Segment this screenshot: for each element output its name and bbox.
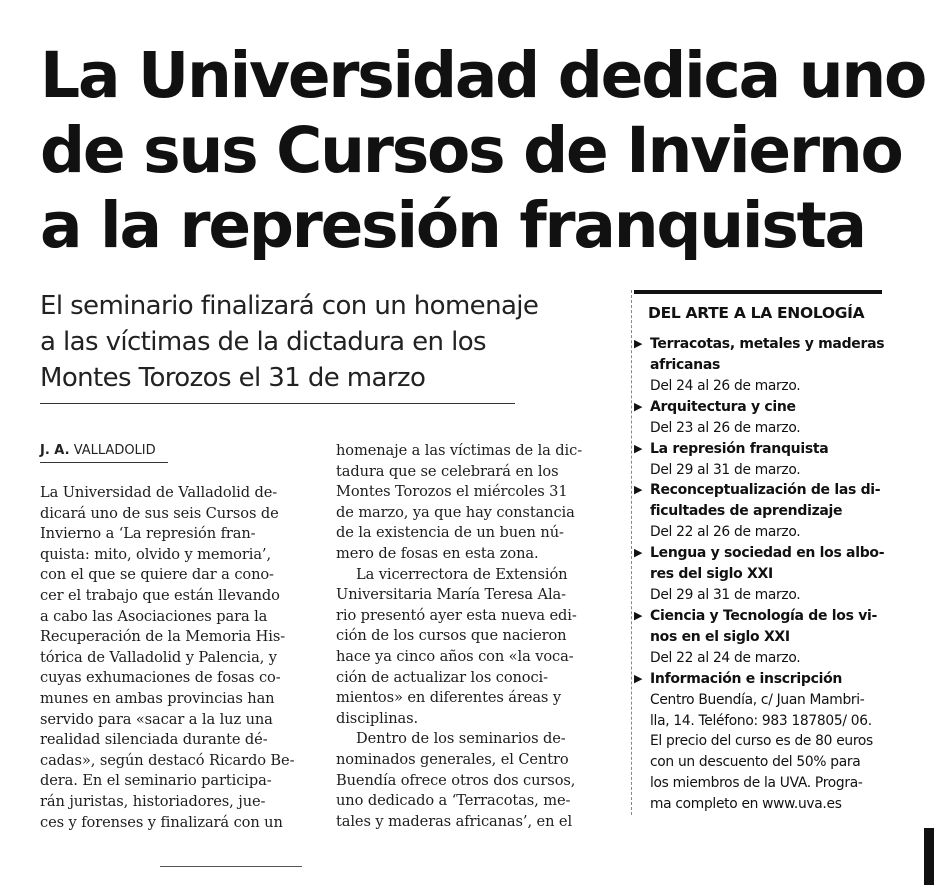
text-line: rán juristas, historiadores, jue- [40, 792, 266, 810]
sidebar-item-name: Ciencia y Tecnología de los vi- [650, 607, 878, 624]
text-line: con el que se quiere dar a cono- [40, 566, 274, 584]
sidebar-item [634, 334, 900, 397]
text-line: Universitaria María Teresa Ala- [336, 586, 566, 604]
sidebar-item [634, 480, 900, 543]
text-line: munes en ambas provincias han [40, 689, 275, 707]
sidebar-item-detail: los miembros de la UVA. Progra- [650, 774, 863, 791]
subheadline-line: a las víctimas de la dictadura en los [40, 327, 486, 357]
sidebar-item-name: Arquitectura y cine [650, 398, 796, 415]
text-line: nominados generales, el Centro [336, 750, 569, 768]
text-line: mientos» en diferentes áreas y [336, 689, 561, 707]
text-line: mero de fosas en esta zona. [336, 544, 539, 562]
triangle-right-icon: ▶ [634, 608, 643, 622]
sidebar-item-name: nos en el siglo XXI [650, 628, 790, 645]
sidebar-item-detail: Del 29 al 31 de marzo. [650, 461, 801, 478]
sidebar-item-detail: Del 29 al 31 de marzo. [650, 587, 801, 604]
sidebar-item-detail: Del 22 al 26 de marzo. [650, 524, 801, 541]
article-column-1 [40, 483, 310, 833]
text-line: Recuperación de la Memoria His- [40, 628, 286, 646]
text-line: ción de actualizar los conoci- [336, 668, 548, 686]
subheadline-rule [40, 403, 515, 404]
sidebar-item-detail: ma completo en www.uva.es [650, 795, 842, 812]
sidebar-item [634, 606, 900, 669]
byline-place: VALLADOLID [73, 443, 156, 458]
text-line: dicará uno de sus seis Cursos de [40, 504, 279, 522]
text-line: de marzo, ya que hay constancia [336, 503, 575, 521]
sidebar-item [634, 543, 900, 606]
sidebar-item-name: Reconceptualización de las di- [650, 482, 881, 499]
sidebar-item-detail: El precio del curso es de 80 euros [650, 733, 873, 750]
text-line: ción de los cursos que nacieron [336, 627, 567, 645]
text-line: tórica de Valladolid y Palencia, y [40, 648, 277, 666]
sidebar-item-detail: Del 23 al 26 de marzo. [650, 419, 801, 436]
byline-author: J. A. [40, 443, 70, 458]
text-line: rio presentó ayer esta nueva edi- [336, 606, 577, 624]
triangle-right-icon: ▶ [634, 399, 643, 413]
text-line: La Universidad de Valladolid de- [40, 484, 278, 501]
subheadline [40, 288, 620, 396]
sidebar-item-name: La represión franquista [650, 440, 829, 457]
text-line: ces y forenses y finalizará con un [40, 813, 283, 831]
sidebar-item-name: Terracotas, metales y maderas [650, 336, 885, 352]
subheadline-line: El seminario finalizará con un homenaje [40, 291, 539, 321]
sidebar-item [634, 669, 900, 815]
text-line: cer el trabajo que están llevando [40, 586, 280, 604]
sidebar-box [632, 290, 900, 815]
headline [40, 38, 926, 263]
text-line: disciplinas. [336, 709, 419, 727]
headline-line: a la represión franquista [40, 189, 865, 262]
sidebar-title: DEL ARTE A LA ENOLOGÍA [648, 304, 865, 322]
text-line: Buendía ofrece otros dos cursos, [336, 771, 576, 789]
text-line: realidad silenciada durante dé- [40, 731, 268, 749]
text-line: a cabo las Asociaciones para la [40, 607, 268, 625]
sidebar-item-name: ficultades de aprendizaje [650, 503, 843, 520]
subheadline-line: Montes Torozos el 31 de marzo [40, 363, 426, 393]
text-line: cadas», según destacó Ricardo Be- [40, 751, 295, 769]
text-line: Dentro de los seminarios de- [356, 730, 566, 748]
triangle-right-icon: ▶ [634, 337, 643, 350]
sidebar-item [634, 397, 900, 439]
byline-rule [40, 462, 168, 463]
text-line: hace ya cinco años con «la voca- [336, 647, 574, 665]
byline [40, 443, 156, 458]
text-line: La vicerrectora de Extensión [356, 565, 568, 583]
headline-line: de sus Cursos de Invierno [40, 114, 902, 187]
text-line: Montes Torozos el miércoles 31 [336, 483, 568, 501]
text-line: tadura que se celebrará en los [336, 462, 559, 480]
sidebar-item-detail: con un descuento del 50% para [650, 754, 861, 771]
sidebar-item-detail: Centro Buendía, c/ Juan Mambri- [650, 691, 865, 708]
text-line: homenaje a las víctimas de la dic- [336, 442, 583, 459]
headline-line: La Universidad dedica uno [40, 39, 926, 112]
sidebar-item-name: res del siglo XXI [650, 566, 773, 583]
text-line: quista: mito, olvido y memoria’, [40, 545, 271, 563]
triangle-right-icon: ▶ [634, 483, 643, 497]
sidebar-item [634, 439, 900, 481]
triangle-right-icon: ▶ [634, 546, 643, 560]
page-edge-bar [924, 828, 934, 885]
article-column-2 [336, 441, 608, 832]
sidebar-item-detail: Del 22 al 24 de marzo. [650, 649, 801, 666]
sidebar-item-name: Lengua y sociedad en los albo- [650, 545, 885, 562]
text-line: cuyas exhumaciones de fosas co- [40, 669, 281, 687]
triangle-right-icon: ▶ [634, 441, 643, 455]
text-line: uno dedicado a ‘Terracotas, me- [336, 792, 571, 810]
sidebar-item-detail: Del 24 al 26 de marzo. [650, 378, 801, 394]
text-line: dera. En el seminario participa- [40, 772, 272, 790]
text-line: tales y maderas africanas’, en el [336, 812, 573, 830]
sidebar-item-name: Información e inscripción [650, 670, 843, 687]
text-line: de la existencia de un buen nú- [336, 524, 564, 542]
triangle-right-icon: ▶ [634, 671, 643, 685]
text-line: servido para «sacar a la luz una [40, 710, 273, 728]
column-end-rule [160, 866, 302, 867]
sidebar-top-bar [634, 290, 882, 294]
sidebar-item-name: africanas [650, 357, 721, 373]
text-line: Invierno a ‘La represión fran- [40, 525, 256, 543]
sidebar-item-detail: lla, 14. Teléfono: 983 187805/ 06. [650, 712, 872, 729]
